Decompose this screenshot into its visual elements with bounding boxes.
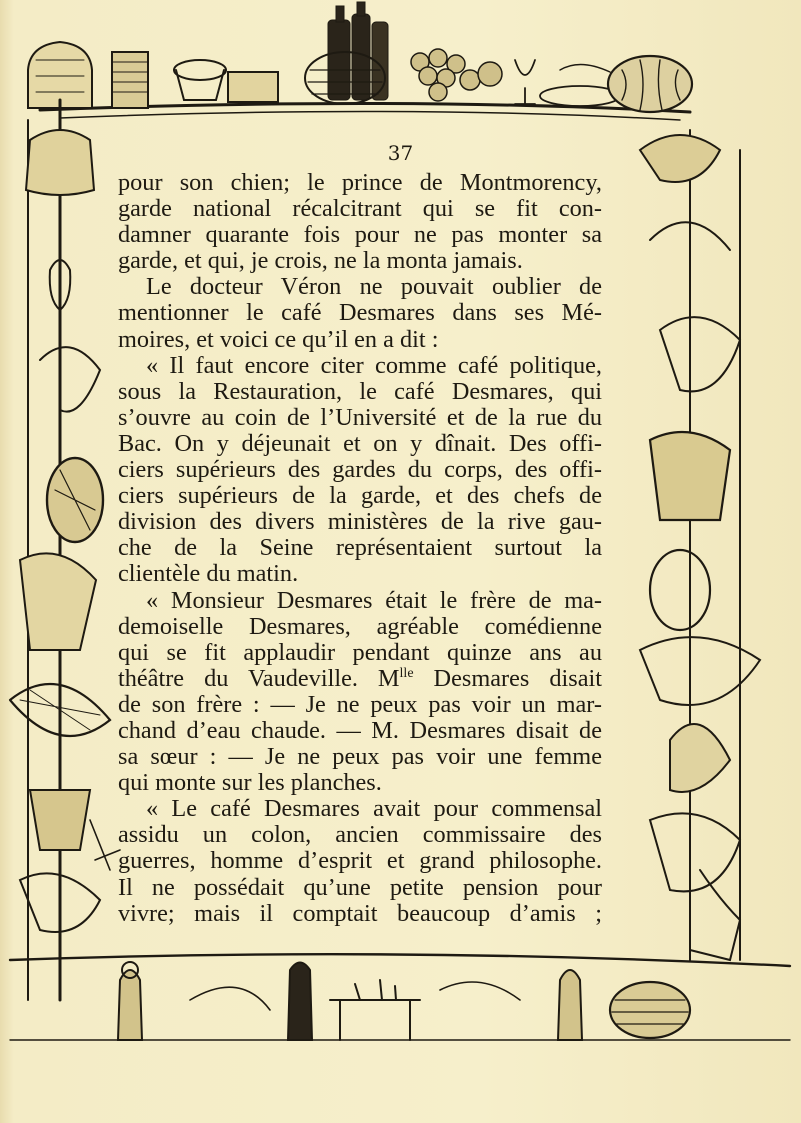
line-end: Desmares disait (413, 664, 602, 692)
text-line-with-superscript (118, 666, 602, 692)
left-ornament-column (10, 100, 120, 1000)
text-line: sa sœur : — Je ne peux pas voir une femme (118, 743, 602, 771)
text-line: Il ne possédait qu’une petite pension pour (118, 873, 602, 901)
bottom-ornament-banner (10, 954, 790, 1040)
text-line: division des divers ministères de la rive gau- (118, 508, 602, 536)
text-line: pour son chien; le prince de Montmorency, (118, 169, 602, 196)
text-line: demoiselle Desmares, agréable comédienne (118, 612, 602, 640)
text-line: garde national récalcitrant qui se fit con- (118, 195, 602, 223)
text-line: garde, et qui, je crois, ne la monta jamais. (118, 247, 523, 275)
text-line: qui monte sur les planches. (118, 769, 382, 797)
text-line: « Le café Desmares avait pour commensal (146, 795, 602, 823)
text-line: ciers supérieurs des gardes du corps, des offi- (118, 456, 602, 484)
text-line: mentionner le café Desmares dans ses Mé- (118, 299, 602, 327)
text-line: vivre; mais il comptait beaucoup d’amis ; (118, 899, 602, 927)
text-line: guerres, homme d’esprit et grand philosophe. (118, 847, 602, 875)
line-start: théâtre du Vaudeville. M (118, 664, 400, 692)
text-line: « Il faut encore citer comme café politique, (146, 351, 602, 379)
text-line: Le docteur Véron ne pouvait oublier de (146, 273, 602, 301)
top-ornament-banner (28, 2, 692, 120)
text-line: sous la Restauration, le café Desmares, qui (118, 377, 602, 405)
text-line: s’ouvre au coin de l’Université et de la rue du (118, 403, 602, 431)
body-text (118, 170, 602, 927)
right-ornament-column (640, 130, 760, 960)
text-line: Bac. On y déjeunait et on y dînait. Des offi- (118, 429, 602, 457)
text-line: moires, et voici ce qu’il en a dit : (118, 325, 439, 353)
text-line: ciers supérieurs de la garde, et des chefs de (118, 482, 602, 510)
superscript-abbrev: lle (399, 665, 414, 681)
text-line: qui se fit applaudir pendant quinze ans au (118, 638, 602, 666)
text-line: « Monsieur Desmares était le frère de ma- (146, 586, 602, 614)
text-line: damner quarante fois pour ne pas monter sa (118, 221, 602, 249)
text-line: assidu un colon, ancien commissaire des (118, 821, 602, 849)
page-number: 37 (387, 141, 414, 165)
text-line: clientèle du matin. (118, 560, 299, 588)
text-line: che de la Seine représentaient surtout la (118, 534, 602, 562)
text-line: chand d’eau chaude. — M. Desmares disait de (118, 716, 602, 744)
text-line: de son frère : — Je ne peux pas voir un mar- (118, 690, 602, 718)
